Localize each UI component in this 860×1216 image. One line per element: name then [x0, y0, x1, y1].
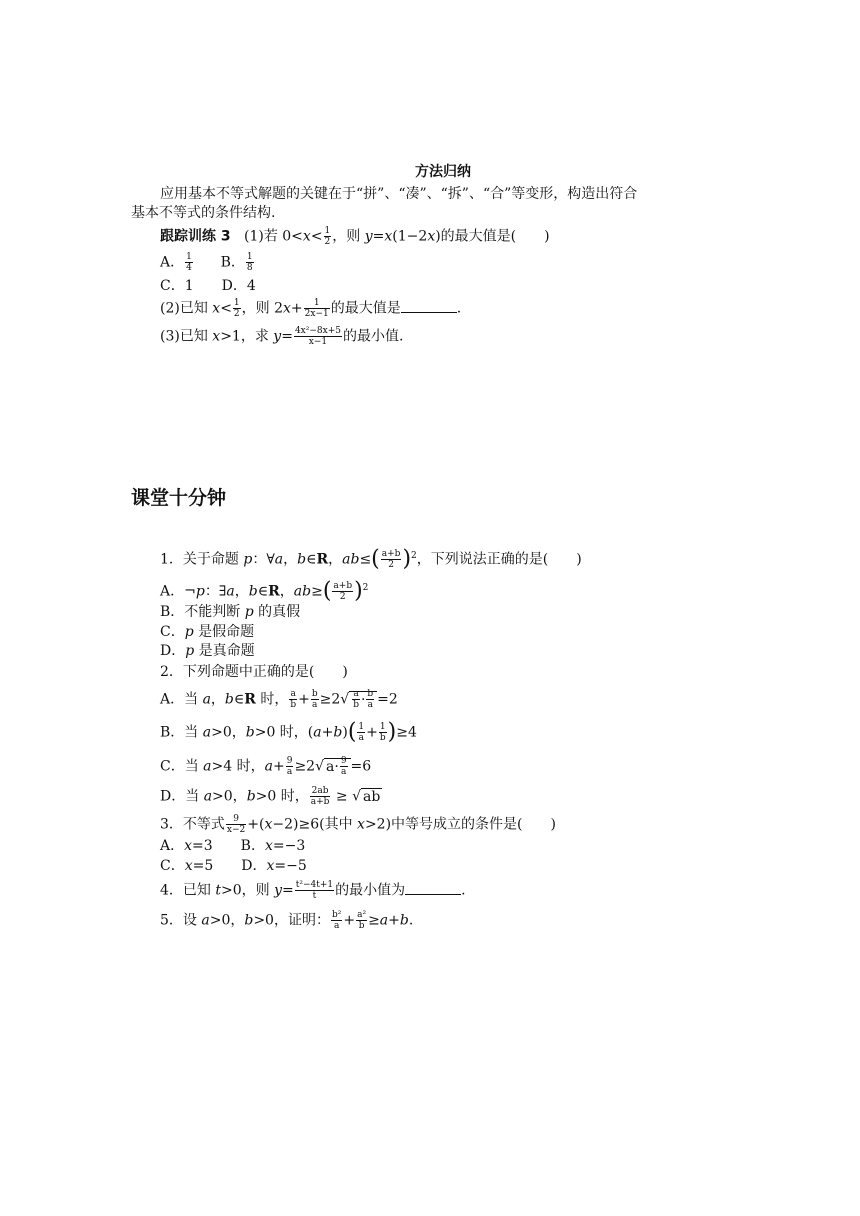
- denominator: 2: [388, 560, 394, 571]
- text: 是真命题: [194, 643, 255, 659]
- numerator: t²−4t+1: [295, 880, 334, 890]
- text: ，则 2: [241, 300, 284, 317]
- text: <: [220, 300, 232, 317]
- text: <: [310, 228, 323, 245]
- q5-stem: 5．设 a>0，b>0，证明： $\frac{\text{b²}}{a}$ + $\frac{\text{a²}}{b}$ ≥a+b.: [160, 910, 414, 931]
- option-label: A．: [160, 838, 185, 854]
- text: =−3: [272, 838, 306, 854]
- option-label: A．: [160, 254, 185, 271]
- text: ，: [210, 691, 225, 708]
- text: =5 D．: [192, 858, 267, 874]
- numerator: a+b: [381, 549, 401, 560]
- text: >0 时，: [255, 788, 309, 805]
- sqrt: ab: [362, 788, 381, 805]
- option-label: D．当: [160, 788, 204, 805]
- text: ≥2: [294, 758, 316, 775]
- text: ，: [283, 551, 298, 568]
- numerator: 1: [304, 298, 330, 309]
- fraction: [233, 298, 241, 319]
- text: >4 时，: [211, 758, 265, 775]
- numerator: 1: [233, 298, 240, 308]
- text: >0，证明：: [253, 912, 330, 929]
- text: 3．不等式: [160, 816, 225, 833]
- numerator: 4x²−8x+5: [294, 326, 341, 336]
- sqrt: $\frac{a}{b}$ · $\frac{b}{a}$: [349, 691, 377, 708]
- q2-option-c: C．当 a>4 时，a+ $\frac{9}{a}$ ≥2√ a· $\frac{9}{a}$ =6: [160, 756, 372, 777]
- text: >1，求: [220, 328, 274, 345]
- text: 的真假: [253, 604, 301, 620]
- sqrt: a· $\frac{9}{a}$: [324, 758, 351, 775]
- numerator: 1: [324, 226, 331, 236]
- text: ≥: [311, 583, 323, 600]
- denominator: t: [312, 891, 317, 901]
- text: (1)若 0<: [243, 228, 303, 245]
- text: ：∃: [204, 583, 227, 600]
- option-label: C．: [160, 858, 185, 874]
- numerator: b²: [331, 910, 342, 920]
- practice-q3: (3)已知 x>1，求 y= $\frac{\text{4x²−8x+5}}{x-1}$ 的最小值.: [160, 326, 404, 347]
- text: =2: [377, 691, 398, 708]
- text: ≥4: [396, 724, 417, 741]
- text: (2)已知: [160, 300, 213, 317]
- q3-options-ab: A．x=3 B．x=−3: [160, 838, 306, 854]
- fraction: [304, 298, 330, 319]
- text: .: [408, 912, 414, 929]
- q1-option-d: D．p 是真命题: [160, 643, 255, 659]
- text: ≥: [368, 912, 380, 929]
- numerator: 9: [226, 814, 246, 825]
- text: >0，: [212, 788, 247, 805]
- text: 是假命题: [193, 624, 255, 640]
- fraction: $\frac{1}{a}$: [358, 722, 365, 743]
- text: +: [272, 758, 285, 775]
- q1-stem: 1．关于命题 p：∀a，b∈R，ab≤( $\frac{a+b}{2}$ )$^2$，下列说法正确的是( ): [160, 546, 582, 572]
- fraction: $\frac{9}{a}$: [286, 756, 293, 777]
- fraction: [246, 252, 254, 273]
- denominator: 2: [324, 237, 331, 247]
- option-label: B．: [220, 254, 245, 271]
- text: 时，: [255, 691, 289, 708]
- text: ，: [328, 551, 343, 568]
- practice-q1: 跟踪训练 3 (1)若 0<x< $\frac{1}{2}$ ，则 y=x(1−2x)的最大值是( ): [160, 226, 550, 247]
- numerator: 1: [246, 252, 253, 262]
- fraction: [294, 326, 342, 347]
- q2-option-d: D．当 a>0，b>0 时， $\frac{2ab}{a+b}$ ≥ √ ab: [160, 786, 381, 807]
- text: =−5: [274, 858, 307, 874]
- text: ∈: [233, 691, 245, 708]
- text: >0，: [211, 724, 246, 741]
- text: )的最大值是( ): [435, 228, 550, 245]
- practice-q1-options-ab: [160, 252, 255, 273]
- text: ∈: [306, 551, 317, 568]
- text: −2)≥6(其中: [272, 816, 358, 833]
- text: >0，则: [221, 882, 275, 899]
- option-label: A．当: [160, 691, 203, 708]
- text: ，则: [332, 228, 365, 245]
- fraction: [324, 226, 332, 247]
- fraction: $\frac{2ab}{a+b}$: [310, 786, 330, 807]
- method-title: 方法归纳: [415, 164, 471, 180]
- fraction: [226, 814, 246, 835]
- fraction: [356, 910, 367, 931]
- text: 的最大值是: [330, 300, 401, 317]
- denominator: 2x−1: [304, 309, 329, 319]
- practice-q1-options-cd: C．1 D．4: [160, 278, 256, 294]
- text: ，下列说法正确的是( ): [416, 551, 582, 568]
- text: .: [461, 882, 466, 899]
- q4-stem: 4．已知 t>0，则 y= $\frac{\text{t²−4t+1}}{t}$ 的最小值为 .: [160, 880, 466, 901]
- text: 的最小值.: [342, 328, 404, 345]
- denominator: x−1: [308, 337, 328, 347]
- text: +: [321, 724, 334, 741]
- denominator: 2: [233, 309, 240, 319]
- text: ): [342, 724, 348, 741]
- answer-blank: [401, 300, 457, 313]
- numerator: a²: [357, 910, 367, 920]
- q3-stem: 3．不等式 $\frac{9}{x-2}$ +(x−2)≥6(其中 x>2)中等号成立的条件是( ): [160, 814, 556, 835]
- fraction: [185, 252, 193, 273]
- option-label: C．: [160, 624, 185, 640]
- text: +(: [247, 816, 265, 833]
- text: =: [282, 882, 294, 899]
- text: (3)已知: [160, 328, 213, 345]
- section-title: 课堂十分钟: [131, 487, 227, 509]
- fraction: [295, 880, 334, 901]
- text: ，: [279, 583, 294, 600]
- text: ≥2: [319, 691, 341, 708]
- text: ≤: [359, 551, 372, 568]
- option-label: C．当: [160, 758, 204, 775]
- q2-option-a: A．当 a，b∈R 时， $\frac{a}{b}$ + $\frac{b}{a}$ ≥2√ $\frac{a}{b}$ · $\frac{b}{a}$ =2: [160, 689, 398, 710]
- text: >0，: [209, 912, 245, 929]
- q1-option-a: A．¬p：∃a，b∈R，ab≥( $\frac{a+b}{2}$ )$^2$: [160, 578, 369, 604]
- text: ：∀: [252, 551, 275, 568]
- fraction: [332, 581, 353, 602]
- fraction: $\frac{b}{a}$: [311, 689, 318, 710]
- text: ≥: [331, 788, 353, 805]
- fraction: $\frac{1}{b}$: [379, 722, 386, 743]
- text: 1．关于命题: [160, 551, 244, 568]
- answer-blank: [405, 882, 461, 895]
- method-line-1: 应用基本不等式解题的关键在于“拼”、“凑”、“拆”、“合”等变形，构造出符合: [160, 186, 638, 202]
- denominator: a: [333, 921, 340, 931]
- text: =3 B．: [192, 838, 265, 854]
- fraction: [381, 549, 402, 570]
- text: >2)中等号成立的条件是( ): [364, 816, 556, 833]
- text: =: [281, 328, 293, 345]
- denominator: b: [358, 921, 365, 931]
- practice-label: 跟踪训练 3: [160, 228, 231, 245]
- option-label: A．¬: [160, 583, 196, 600]
- text: =6: [350, 758, 372, 775]
- text: 4．已知: [160, 882, 216, 899]
- text: +: [388, 912, 400, 929]
- q1-option-c: C．p 是假命题: [160, 624, 255, 640]
- q1-option-b: B．不能判断 p 的真假: [160, 604, 301, 620]
- q3-options-cd: C．x=5 D．x=−5: [160, 858, 307, 874]
- text: 的最小值为: [335, 882, 406, 899]
- denominator: x−2: [226, 825, 246, 835]
- text: >0 时，(: [254, 724, 314, 741]
- denominator: 4: [186, 263, 192, 273]
- text: +: [290, 300, 303, 317]
- q2-option-b: B．当 a>0，b>0 时，(a+b)( $\frac{1}{a}$ + $\frac{1}{b}$ )≥4: [160, 719, 417, 745]
- text: (1−2: [392, 228, 428, 245]
- option-label: B．不能判断: [160, 604, 245, 620]
- q2-stem: 2．下列命题中正确的是( ): [160, 664, 348, 680]
- text: ，: [234, 583, 249, 600]
- text: 5．设: [160, 912, 202, 929]
- denominator: 2: [339, 592, 346, 603]
- numerator: a+b: [333, 581, 353, 592]
- fraction: [331, 910, 342, 931]
- practice-q2: (2)已知 x< $\frac{1}{2}$ ，则 2x+ $\frac{1}{2x-1}$ 的最大值是 .: [160, 298, 462, 319]
- method-line-2: 基本不等式的条件结构.: [131, 205, 276, 221]
- text: ∈: [257, 583, 269, 600]
- option-label: B．当: [160, 724, 203, 741]
- text: +: [343, 912, 356, 929]
- fraction: $\frac{a}{b}$: [290, 689, 297, 710]
- option-label: D．: [160, 643, 186, 659]
- denominator: 8: [246, 263, 253, 273]
- numerator: 1: [186, 252, 192, 262]
